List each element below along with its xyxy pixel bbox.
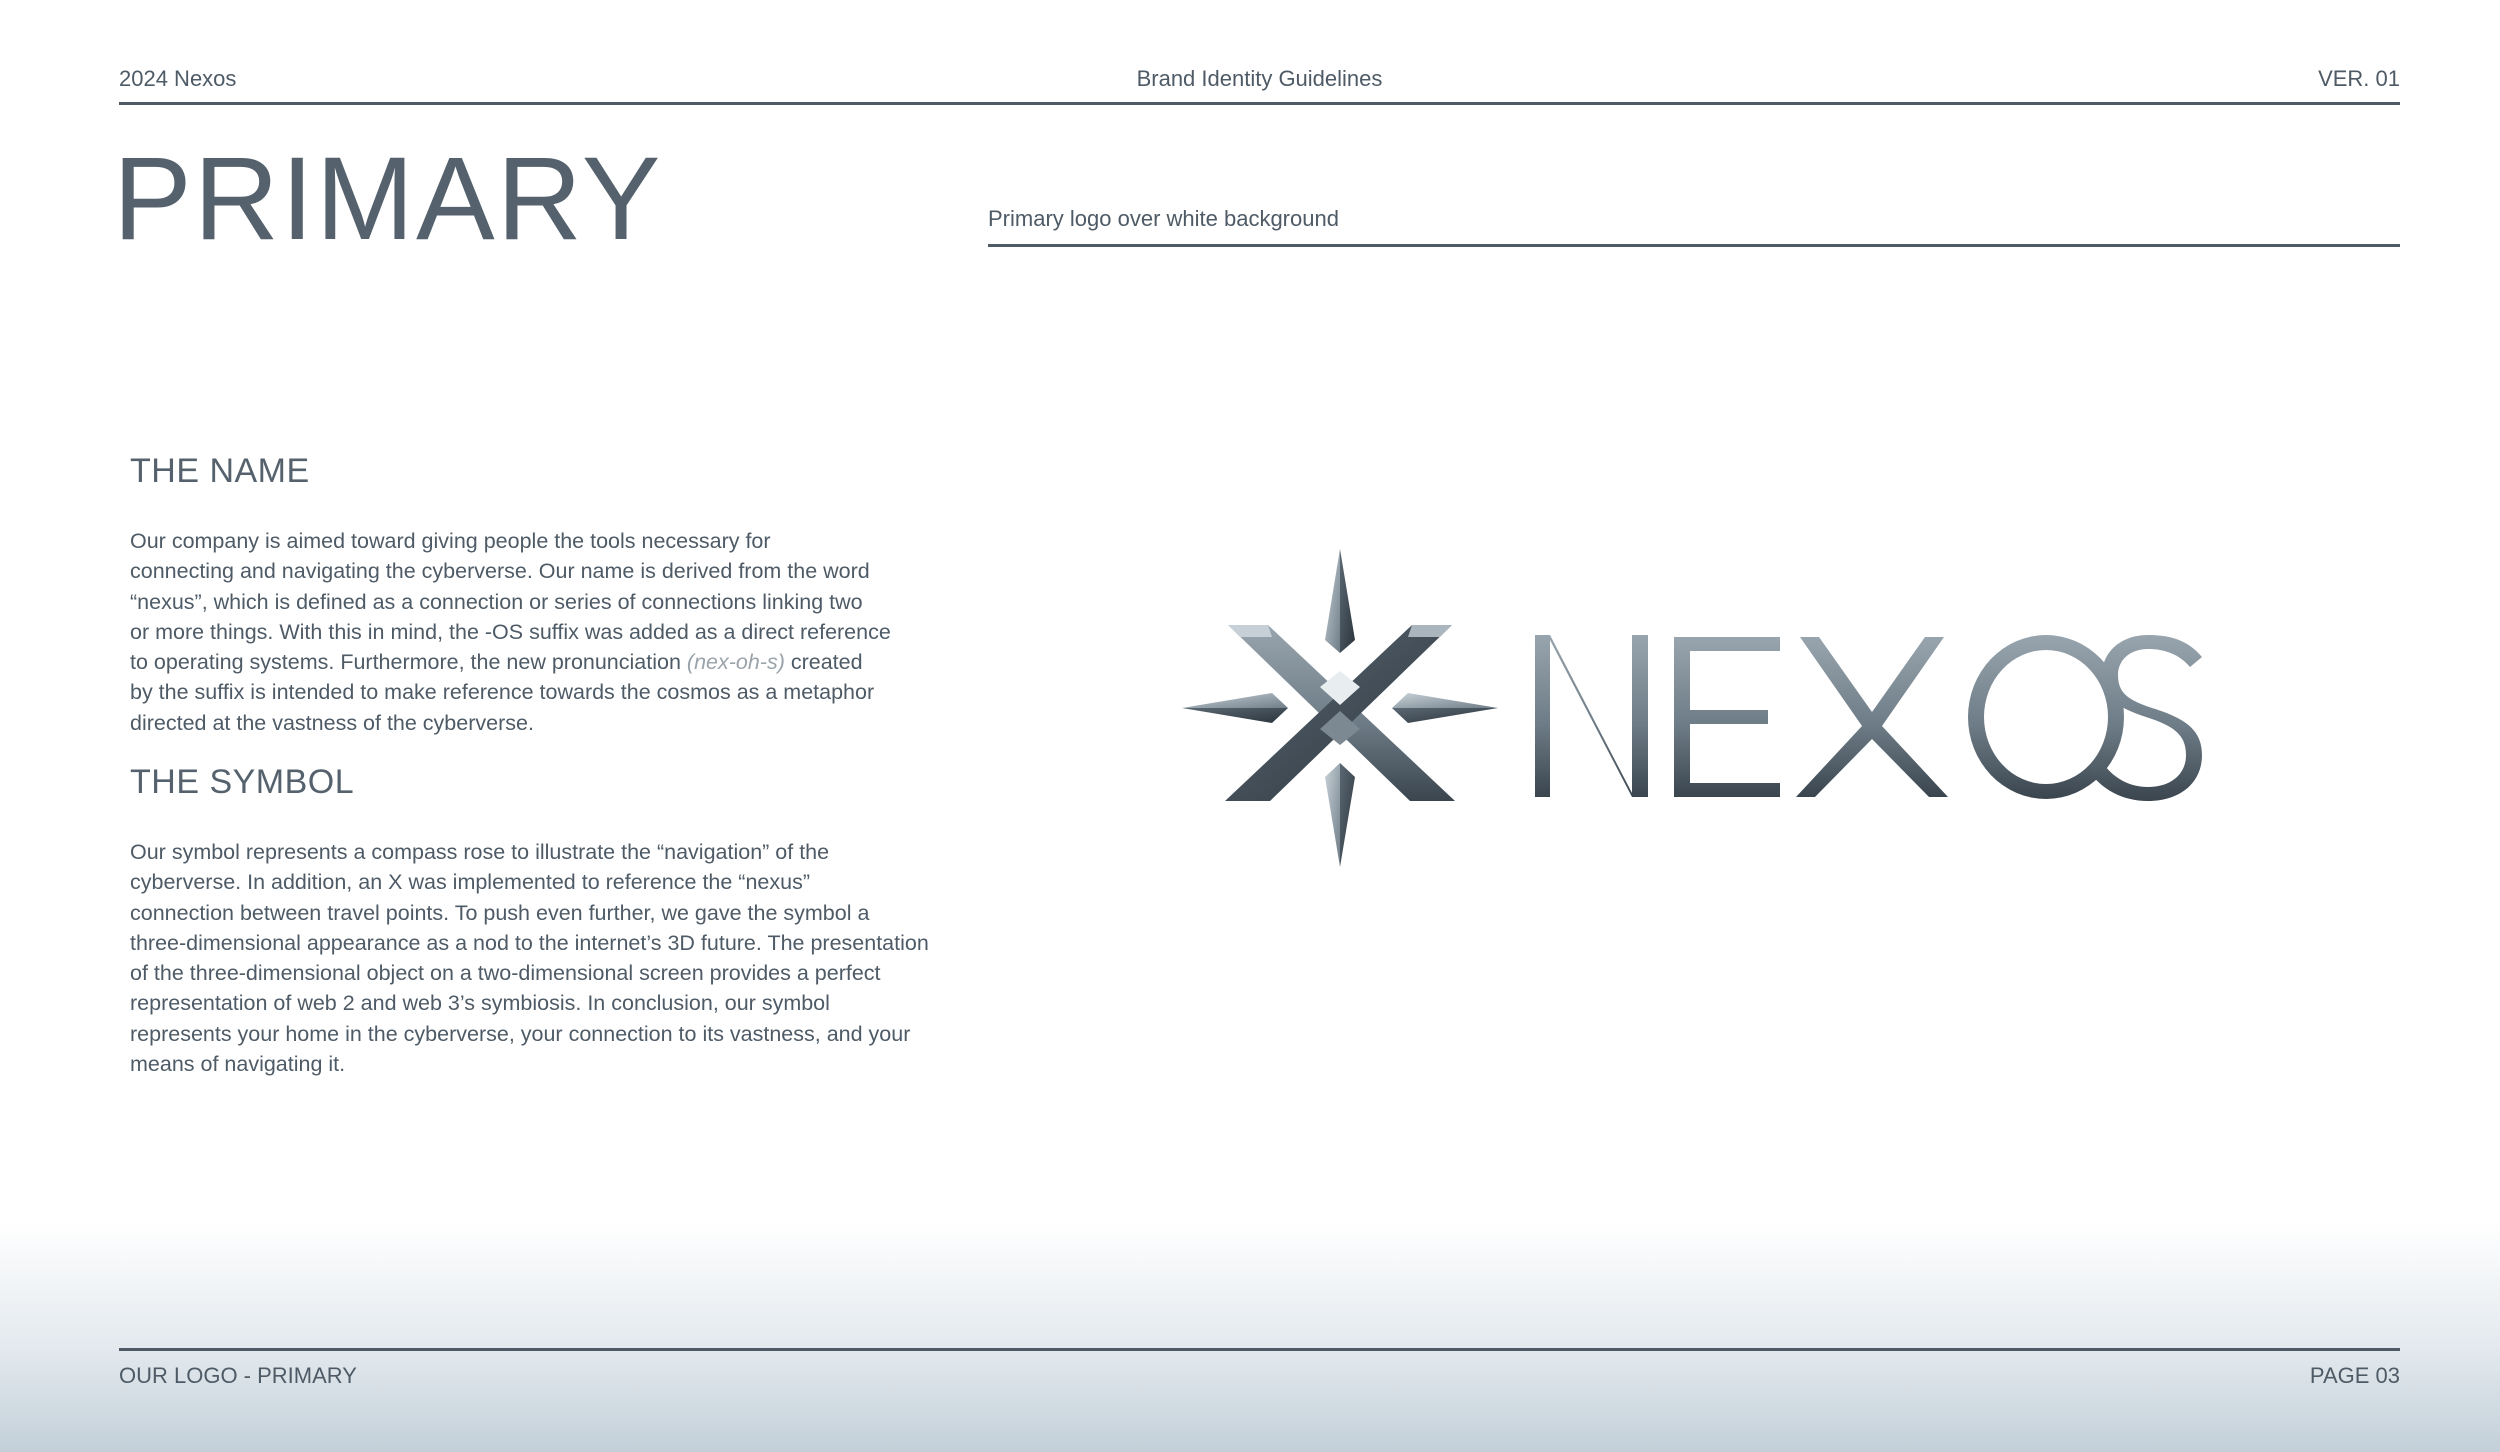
header-version: VER. 01 xyxy=(2318,66,2400,91)
text-fragment: to operating systems. Furthermore, the new pronunciation xyxy=(130,650,681,675)
page-header xyxy=(119,62,2400,105)
text-line: of the three-dimensional object on a two-dimensional screen provides a perfect xyxy=(130,961,881,986)
primary-logo xyxy=(1180,545,2210,875)
section-heading-symbol: THE SYMBOL xyxy=(130,763,355,801)
bottom-gradient xyxy=(0,1222,2500,1452)
compass-x-icon xyxy=(1182,549,1498,867)
text-line: cyberverse. In addition, an X was implemented to reference the “nexus” xyxy=(130,870,810,895)
text-line: directed at the vastness of the cyberverse. xyxy=(130,710,534,735)
page-title: PRIMARY xyxy=(113,133,663,265)
footer-section-label: OUR LOGO - PRIMARY xyxy=(119,1363,357,1388)
section-body-name xyxy=(130,526,891,738)
section-heading-name: THE NAME xyxy=(130,452,310,490)
logo-caption-text: Primary logo over white background xyxy=(988,206,1339,231)
text-line-with-pronunciation xyxy=(130,647,891,677)
page-footer xyxy=(119,1348,2400,1388)
footer-page-number: PAGE 03 xyxy=(2309,1363,2400,1388)
text-line: representation of web 2 and web 3’s symbiosis. In conclusion, our symbol xyxy=(130,991,830,1016)
text-line: represents your home in the cyberverse, your connection to its vastness, and your xyxy=(130,1021,911,1046)
pronunciation: (nex-oh-s) xyxy=(686,650,785,675)
nexos-wordmark xyxy=(1535,635,2202,801)
section-body-symbol xyxy=(130,837,929,1079)
text-line: connecting and navigating the cyberverse. Our name is derived from the word xyxy=(130,559,870,584)
header-year-brand: 2024 Nexos xyxy=(119,66,237,91)
text-line: Our symbol represents a compass rose to illustrate the “navigation” of the xyxy=(130,840,830,864)
logo-caption xyxy=(988,204,2400,247)
text-line: or more things. With this in mind, the -OS suffix was added as a direct reference xyxy=(130,619,891,644)
text-line: by the suffix is intended to make reference towards the cosmos as a metaphor xyxy=(130,680,875,705)
text-line: three-dimensional appearance as a nod to the internet’s 3D future. The presentation xyxy=(130,930,929,955)
logo-svg xyxy=(1180,545,2210,875)
text-line: means of navigating it. xyxy=(130,1052,346,1077)
text-line: “nexus”, which is defined as a connection or series of connections linking two xyxy=(130,589,863,614)
text-fragment: created xyxy=(790,650,863,675)
text-line: Our company is aimed toward giving people the tools necessary for xyxy=(130,529,771,553)
text-line: connection between travel points. To push even further, we gave the symbol a xyxy=(130,900,870,925)
header-document-title: Brand Identity Guidelines xyxy=(1136,66,1383,91)
